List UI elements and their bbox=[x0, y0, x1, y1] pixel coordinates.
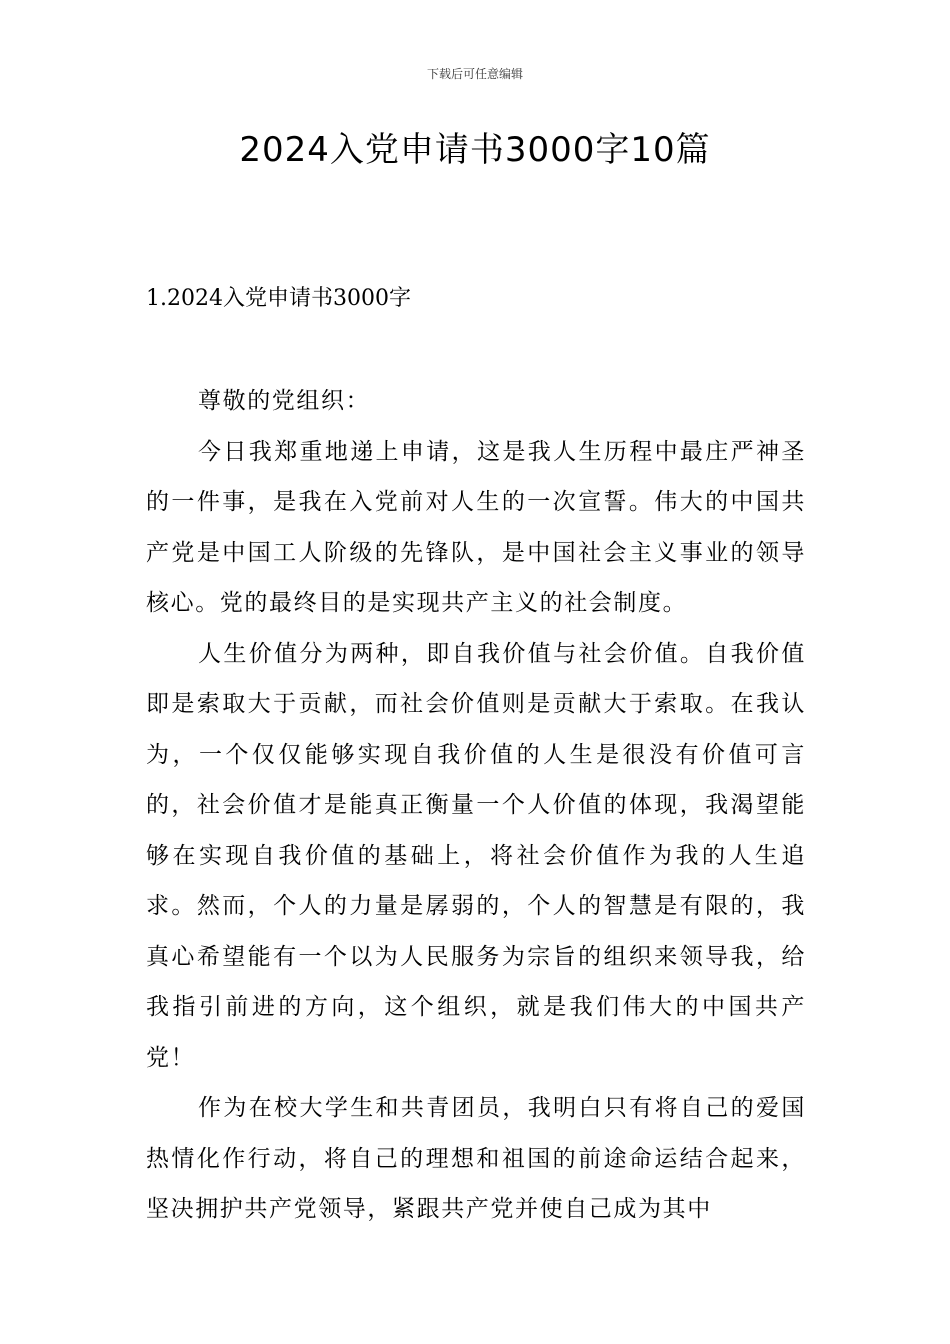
document-title: 2024入党申请书3000字10篇 bbox=[239, 130, 711, 170]
paragraph-3: 作为在校大学生和共青团员，我明白只有将自己的爱国热情化作行动，将自己的理想和祖国的前途命运结合起来，坚决拥护共产党领导，紧跟共产党并使自己成为其中 bbox=[146, 1095, 806, 1222]
paragraph-1: 今日我郑重地递上申请，这是我人生历程中最庄严神圣的一件事，是我在入党前对人生的一次宣誓。伟大的中国共产党是中国工人阶级的先锋队，是中国社会主义事业的领导核心。党的最终目的是实现共产主义的社会制度。 bbox=[146, 438, 806, 616]
paragraph-2: 人生价值分为两种，即自我价值与社会价值。自我价值即是索取大于贡献，而社会价值则是贡献大于索取。在我认为，一个仅仅能够实现自我价值的人生是很没有价值可言的，社会价值才是能真正衡量一个人价值的体现，我渴望能够在实现自我价值的基础上，将社会价值作为我的人生追求。然而，个人的力量是孱弱的，个人的智慧是有限的，我真心希望能有一个以为人民服务为宗旨的组织来领导我，给我指引前进的方向，这个组织，就是我们伟大的中国共产党！ bbox=[146, 640, 806, 1071]
document-body bbox=[146, 376, 806, 1235]
salutation: 尊敬的党组织： bbox=[198, 388, 371, 414]
section-heading: 1.2024入党申请书3000字 bbox=[146, 286, 411, 311]
header-note: 下载后可任意编辑 bbox=[426, 67, 523, 81]
